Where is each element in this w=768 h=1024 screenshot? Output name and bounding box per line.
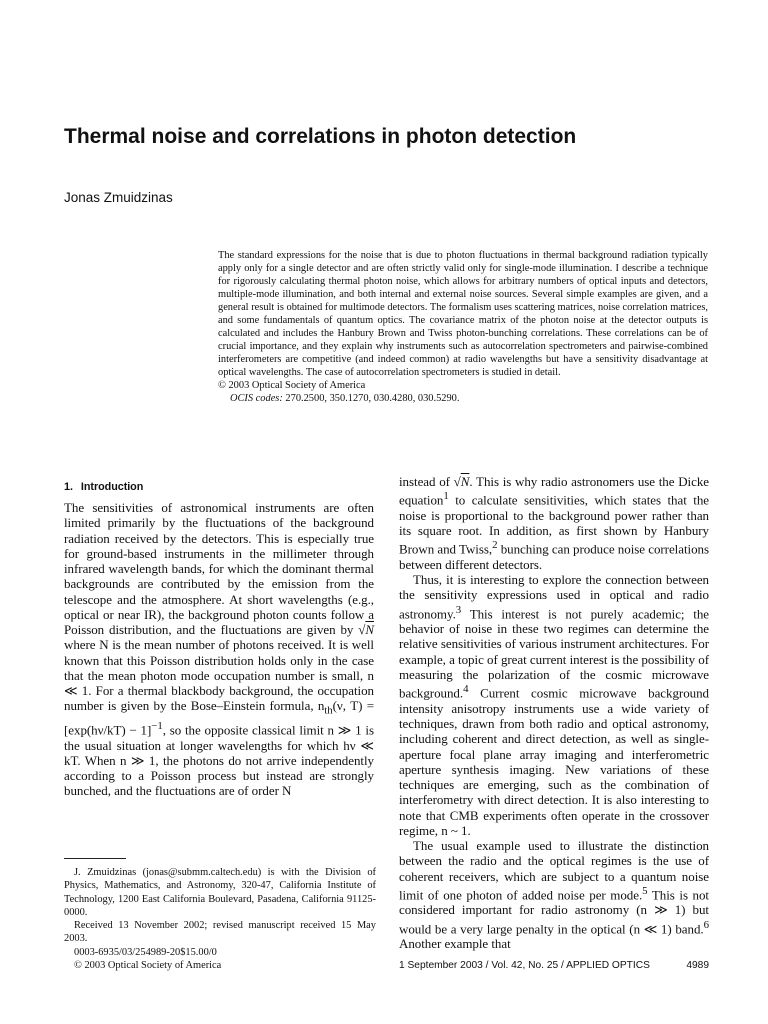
page-footer [399,960,709,971]
article-title: Thermal noise and correlations in photon detection [64,125,577,148]
paragraph: The sensitivities of astronomical instruments are often limited primarily by the fluctuations of the background radiation received by the detectors. This is especially true for ground-based instruments in the millimeter through infrared wavelength bands, for which the dominant thermal backgrounds are contributed by the emission from the telescope and the atmosphere. At short wavelengths (e.g., optical or near IR), the background photon counts follow a Poisson distribution, and the fluctuations are given by √N where N is the mean number of photons received. It is well known that this Poisson distribution holds only in the case that the mean photon mode occupation number is small, n ≪ 1. For a thermal blackbody background, the occupation number is given by the Bose–Einstein formula, $n_{th}(\nu$, $T) = [\exp(h\nu/kT) - 1]^{-1}$, so the opposite classical limit n ≫ 1 is the usual situation at longer wavelengths for which hν ≪ kT. When n ≫ 1, the photons do not arrive independently according to a Poisson process but instead are strongly bunched, and the fluctuations are of order N [64,500,374,799]
reference-marker: 2 [492,539,498,552]
right-column [399,474,709,951]
reference-marker: 4 [463,683,469,696]
left-column [64,480,374,799]
section-number: 1. [64,481,73,493]
reference-marker: 5 [642,884,648,897]
reference-marker: 6 [703,918,709,931]
abstract [218,249,708,405]
reference-marker: 3 [455,603,462,616]
ocis-line [218,392,708,405]
abstract-copyright: © 2003 Optical Society of America [218,380,366,391]
journal-citation: 1 September 2003 / Vol. 42, No. 25 / APPLIED OPTICS [399,960,650,971]
paragraph: instead of √N. This is why radio astronomers use the Dicke equation$^1$ to calculate sensitivities, which states that the noise is proportional to the background power rather than its square root. In addition, as first shown by Hanbury Brown and Twiss,$^2$ bunching can produce noise correlations between different detectors. [399,474,709,572]
paragraph: The usual example used to illustrate the distinction between the radio and the optical regimes is the use of coherent receivers, which are subject to a quantum noise limit of one photon of added noise per mode.$^5$ This is not considered important for radio astronomy (n ≫ 1) but would be a very large penalty in the optical (n ≪ 1) band.$^6$ Another example that [399,838,709,952]
ocis-label: OCIS codes: [230,393,283,404]
abstract-text: The standard expressions for the noise that is due to photon fluctuations in thermal background radiation typically apply only for a single detector and are often strictly valid only for single-mode illumination. I describe a technique for rigorously calculating thermal photon noise, which allows for arbitrary numbers of optical inputs and detectors, multiple-mode illumination, and both internal and external noise sources. Several simple examples are given, and a general result is obtained for multimode detectors. The formalism uses scattering matrices, noise correlation matrices, and some fundamentals of quantum optics. The covariance matrix of the photon noise at the detector outputs is calculated and includes the Hanbury Brown and Twiss photon-bunching correlations. These correlations can be of crucial importance, and they explain why instruments such as autocorrelation spectrometers and pairwise-combined interferometers are competitive (and indeed common) at radio wavelengths but have a sensitivity disadvantage at optical wavelengths. The case of autocorrelation spectrometers is studied in detail. [218,250,708,378]
page-number: 4989 [686,960,709,971]
sqrt-n: √N [358,622,374,637]
sqrt-n: √N [453,474,470,489]
footnotes [64,866,376,972]
footnote-copyright: © 2003 Optical Society of America [74,960,222,972]
author-name: Jonas Zmuidzinas [64,190,173,205]
ocis-codes: 270.2500, 350.1270, 030.4280, 030.5290. [285,393,460,404]
section-title: Introduction [80,481,144,493]
paragraph: Thus, it is interesting to explore the connection between the sensitivity expressions used in optical and radio astronomy.$^3$ This interest is not purely academic; the behavior of noise in these two regimes can determine the relative sensitivities of various instrument architectures. For example, a topic of great current interest is the possibility of measuring the polarization of the cosmic microwave background.$^4$ Current cosmic microwave background intensity anisotropy instruments use a wide variety of techniques, drawn from both radio and optical astronomy, including coherent and direct detection, as well as single-aperture focal plane array imaging and interferometric aperture synthesis imaging. New variations of these techniques are emerging, such as the combination of interferometry with direct detection. It is also interesting to note that CMB experiments often operate in the crossover regime, n ~ 1. [399,572,709,838]
author-affiliation: J. Zmuidzinas (jonas@submm.caltech.edu) is with the Division of Physics, Mathematics, and Astronomy, 320-47, California Institute of Technology, 1200 East California Boulevard, Pasadena, California 91125-0000. [64,867,376,918]
footnote-divider [64,858,126,859]
article-code: 0003-6935/03/254989-20$15.00/0 [74,946,217,958]
received-dates: Received 13 November 2002; revised manuscript received 15 May 2003. [64,920,376,945]
reference-marker: 1 [443,490,449,503]
section-heading [64,480,374,494]
